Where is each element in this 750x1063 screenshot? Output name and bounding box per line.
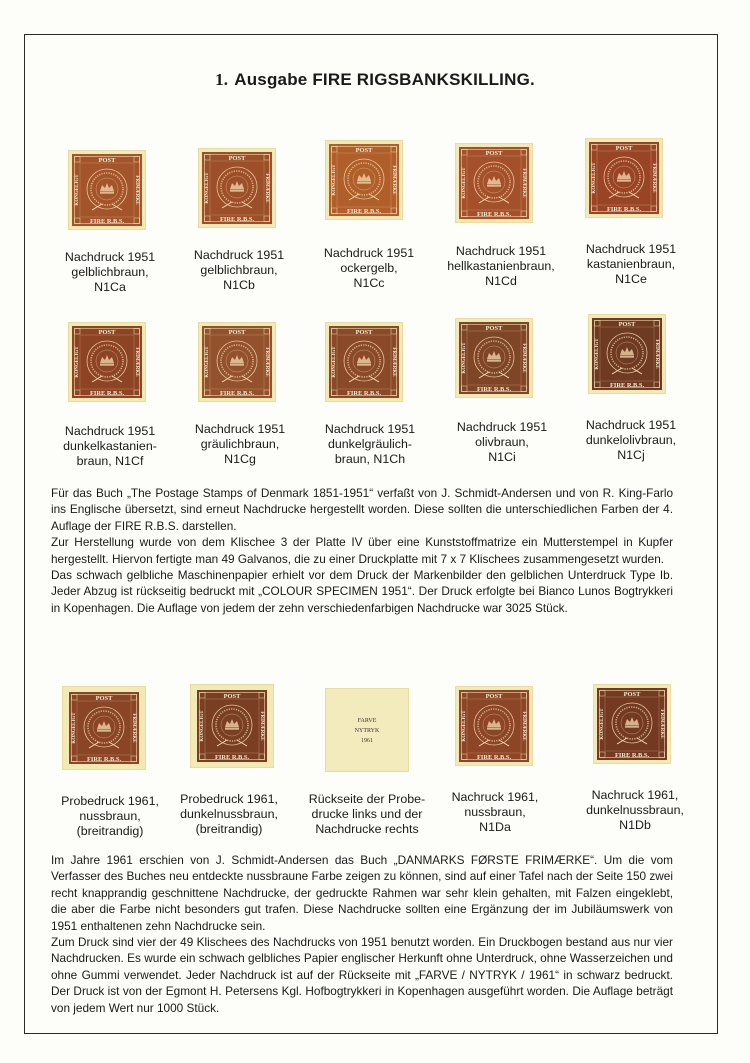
caption-line: N1Db — [619, 818, 651, 832]
back-print-line: 1961 — [361, 738, 373, 744]
svg-text:FIRE R.B.S.: FIRE R.B.S. — [609, 382, 645, 389]
caption-line: Nachdruck 1951 — [194, 422, 286, 436]
svg-text:KONGELIGT: KONGELIGT — [462, 342, 468, 374]
svg-text:POST: POST — [485, 325, 503, 332]
caption-line: braun, N1Cf — [76, 454, 144, 468]
caption-line: Probedruck 1961, — [61, 794, 159, 808]
svg-text:POST: POST — [355, 329, 373, 336]
svg-text:FIRE R.B.S.: FIRE R.B.S. — [476, 211, 512, 218]
svg-text:KONGELIGT: KONGELIGT — [75, 346, 81, 378]
description-1961 — [51, 852, 673, 1016]
svg-text:FIRE R.B.S.: FIRE R.B.S. — [476, 386, 512, 393]
description-1951 — [51, 485, 673, 616]
caption-line: (breitrandig) — [195, 822, 263, 836]
stamp-caption — [305, 422, 435, 467]
title-text: Ausgabe FIRE RIGSBANKSKILLING. — [234, 70, 535, 89]
caption-line: Nachdruck 1951 — [193, 248, 285, 262]
stamp-image — [198, 322, 276, 402]
svg-text:FRIMÆRKE: FRIMÆRKE — [391, 347, 396, 377]
svg-text:FIRE R.B.S.: FIRE R.B.S. — [89, 390, 125, 397]
caption-line: gelblichbraun, — [200, 263, 278, 277]
title-number: 1. — [215, 70, 229, 89]
svg-text:POST: POST — [485, 693, 503, 700]
stamp-image — [198, 148, 276, 228]
svg-text:KONGELIGT: KONGELIGT — [600, 708, 606, 740]
svg-text:FIRE R.B.S.: FIRE R.B.S. — [89, 218, 125, 225]
svg-text:KONGELIGT: KONGELIGT — [205, 172, 211, 204]
stamp-image — [68, 322, 146, 402]
caption-line: dunkelnussbraun, — [180, 807, 278, 821]
svg-text:POST: POST — [615, 145, 633, 152]
caption-line: N1Da — [479, 820, 511, 834]
svg-text:FRIMÆRKE: FRIMÆRKE — [264, 347, 269, 377]
caption-line: gräulichbraun, — [200, 437, 280, 451]
caption-line: dunkelnussbraun, — [586, 803, 684, 817]
caption-line: Nachdruck 1951 — [585, 418, 677, 432]
stamp-image — [588, 314, 666, 394]
svg-text:POST: POST — [98, 157, 116, 164]
stamp-back-image — [325, 688, 409, 772]
back-print-line: NYTRYK — [354, 728, 380, 734]
caption-line: Rückseite der Probe- — [308, 792, 426, 806]
stamp-caption — [175, 422, 305, 467]
svg-text:KONGELIGT: KONGELIGT — [72, 712, 78, 744]
stamp-caption — [174, 248, 304, 293]
svg-text:FIRE R.B.S.: FIRE R.B.S. — [346, 390, 382, 397]
caption-line: N1Ci — [488, 450, 516, 464]
caption-line: nussbraun, — [79, 809, 141, 823]
caption-line: N1Cj — [617, 448, 645, 462]
back-print-line: FARVE — [357, 718, 377, 724]
svg-text:FRIMÆRKE: FRIMÆRKE — [259, 711, 264, 741]
caption-line: Nachdruck 1951 — [64, 250, 156, 264]
svg-text:FIRE R.B.S.: FIRE R.B.S. — [219, 390, 255, 397]
caption-line: Nachdruck 1951 — [585, 242, 677, 256]
svg-text:FRIMÆRKE: FRIMÆRKE — [391, 165, 396, 195]
svg-text:POST: POST — [355, 147, 373, 154]
stamp-caption — [566, 242, 696, 287]
svg-text:KONGELIGT: KONGELIGT — [595, 338, 601, 370]
caption-line: Nachdruck 1951 — [64, 424, 156, 438]
stamp-caption — [45, 794, 175, 839]
svg-text:KONGELIGT: KONGELIGT — [332, 346, 338, 378]
stamp-image — [325, 322, 403, 402]
stamp-caption — [437, 420, 567, 465]
stamp-image — [455, 686, 533, 766]
svg-text:FIRE R.B.S.: FIRE R.B.S. — [86, 756, 122, 763]
stamp-caption — [570, 788, 700, 833]
svg-text:FRIMÆRKE: FRIMÆRKE — [521, 168, 526, 198]
caption-line: drucke links und der — [311, 807, 423, 821]
svg-text:KONGELIGT: KONGELIGT — [462, 710, 468, 742]
svg-text:POST: POST — [228, 329, 246, 336]
paragraph: Zur Herstellung wurde von dem Klischee 3 der Platte IV über eine Kunststoffmatrize ein Mutterstempel in Kupfer hergestellt. Hiervon fertigte man 49 Galvanos, die zu einer Druckplatte mit 7 x 7 Klischees zusammengesetzt wurden. — [51, 535, 673, 566]
svg-text:POST: POST — [95, 695, 113, 702]
svg-text:POST: POST — [485, 150, 503, 157]
caption-line: N1Cd — [485, 274, 517, 288]
caption-line: Nachdruck 1951 — [456, 420, 548, 434]
caption-line: Nachdruck 1951 — [323, 246, 415, 260]
paragraph: Für das Buch „The Postage Stamps of Denmark 1851-1951“ verfaßt von J. Schmidt-Andersen und von R. King-Farlo ins Englische übersetzt, sind erneut Nachdrucke hergestellt worden. Diese sollten die unterschiedlichen Farben der 4. Auflage der FIRE R.B.S. darstellen. — [51, 486, 673, 533]
stamp-caption — [430, 790, 560, 835]
svg-text:KONGELIGT: KONGELIGT — [332, 164, 338, 196]
caption-line: (breitrandig) — [76, 824, 144, 838]
svg-text:FRIMÆRKE: FRIMÆRKE — [654, 339, 659, 369]
svg-text:FRIMÆRKE: FRIMÆRKE — [134, 347, 139, 377]
stamp-image — [62, 686, 146, 770]
paragraph: Das schwach gelbliche Maschinenpapier erhielt vor dem Druck der Markenbilder den gelblichen Unterdruck Type Ib. Jeder Abzug ist rückseitig bedruckt mit „COLOUR SPECIMEN 1951“. Der Druck erfolgte bei Bianco Lunos Bogtrykkeri in Kopenhagen. Die Auflage von jedem der zehn verschiedenfarbigen Nachdrucke war 3025 Stück. — [51, 568, 673, 615]
stamp-caption — [436, 244, 566, 289]
caption-line: Nachdruck 1951 — [324, 422, 416, 436]
paragraph: Im Jahre 1961 erschien von J. Schmidt-Andersen das Buch „DANMARKS FØRSTE FRIMÆRKE“. Um die vom Verfasser des Buches neu entdeckte nussbraune Farbe zeigen zu können, sind auf einer Tafel nach der Seite 150 zwei recht knapprandig geschnittene Nachdrucke, der gedruckte Rahmen war sehr klein gehalten, mit Falzen eingeklebt, die aber die Farbe nicht besonders gut trafen. Diese Nachdrucke sollten eine Ergänzung der im Jubiläumswerk von 1951 enthaltenen zehn Nachdrucke sein. — [51, 853, 673, 933]
svg-text:FIRE R.B.S.: FIRE R.B.S. — [476, 754, 512, 761]
svg-text:FRIMÆRKE: FRIMÆRKE — [521, 343, 526, 373]
stamp-image — [325, 140, 403, 220]
svg-text:POST: POST — [623, 691, 641, 698]
stamp-caption — [566, 418, 696, 463]
stamp-image — [585, 138, 663, 218]
svg-text:FRIMÆRKE: FRIMÆRKE — [131, 713, 136, 743]
svg-text:KONGELIGT: KONGELIGT — [200, 710, 206, 742]
caption-line: N1Cc — [353, 276, 385, 290]
svg-text:KONGELIGT: KONGELIGT — [592, 162, 598, 194]
svg-text:FRIMÆRKE: FRIMÆRKE — [264, 173, 269, 203]
svg-text:KONGELIGT: KONGELIGT — [462, 167, 468, 199]
stamp-caption — [45, 424, 175, 469]
svg-text:FRIMÆRKE: FRIMÆRKE — [134, 175, 139, 205]
page-title — [0, 70, 750, 90]
svg-text:FIRE R.B.S.: FIRE R.B.S. — [214, 754, 250, 761]
stamp-caption — [45, 250, 175, 295]
caption-line: N1Ca — [94, 280, 126, 294]
caption-line: hellkastanienbraun, — [447, 259, 555, 273]
caption-line: Nachruck 1961, — [591, 788, 679, 802]
stamp-image — [190, 684, 274, 768]
svg-text:FRIMÆRKE: FRIMÆRKE — [651, 163, 656, 193]
caption-line: nussbraun, — [464, 805, 526, 819]
paragraph: Zum Druck sind vier der 49 Klischees des Nachdrucks von 1951 benutzt worden. Ein Druckbogen bestand aus nur vier Nachdrucken. Es wurde ein schwach gelbliches Papier englischer Herkunft ohne Unterdruck, ohne Wasserzeichen und ohne Gummi verwendet. Jeder Nachdruck ist auf der Rückseite mit „FARVE / NYTRYK / 1961“ in schwarz bedruckt. Der Druck ist von der Egmont H. Petersens Kgl. Hofbogtrykkeri in Kopenhagen ausgeführt worden. Die Auflage beträgt von jedem Wert nur 1000 Stück. — [51, 935, 673, 1015]
caption-line: Nachruck 1961, — [451, 790, 539, 804]
caption-line: dunkelkastanien- — [63, 439, 157, 453]
caption-line: ockergelb, — [340, 261, 398, 275]
caption-line: braun, N1Ch — [334, 452, 406, 466]
caption-line: dunkelolivbraun, — [585, 433, 677, 447]
caption-line: gelblichbraun, — [71, 265, 149, 279]
stamp-image — [455, 143, 533, 223]
svg-text:FIRE R.B.S.: FIRE R.B.S. — [614, 752, 650, 759]
svg-text:FIRE R.B.S.: FIRE R.B.S. — [346, 208, 382, 215]
svg-text:KONGELIGT: KONGELIGT — [75, 174, 81, 206]
caption-line: kastanienbraun, — [586, 257, 676, 271]
svg-text:POST: POST — [618, 321, 636, 328]
stamp-image — [455, 318, 533, 398]
stamp-caption — [302, 792, 432, 837]
svg-text:POST: POST — [98, 329, 116, 336]
svg-text:FRIMÆRKE: FRIMÆRKE — [659, 709, 664, 739]
caption-line: N1Cg — [224, 452, 256, 466]
caption-line: olivbraun, — [475, 435, 529, 449]
caption-line: N1Cb — [223, 278, 255, 292]
svg-text:KONGELIGT: KONGELIGT — [205, 346, 211, 378]
svg-text:FIRE R.B.S.: FIRE R.B.S. — [219, 216, 255, 223]
caption-line: dunkelgräulich- — [327, 437, 413, 451]
stamp-image — [593, 684, 671, 764]
svg-text:FRIMÆRKE: FRIMÆRKE — [521, 711, 526, 741]
svg-text:POST: POST — [228, 155, 246, 162]
svg-text:POST: POST — [223, 693, 241, 700]
caption-line: Nachdruck 1951 — [455, 244, 547, 258]
caption-line: Probedruck 1961, — [180, 792, 278, 806]
caption-line: N1Ce — [615, 272, 647, 286]
stamp-caption — [304, 246, 434, 291]
stamp-image — [68, 150, 146, 230]
caption-line: Nachdrucke rechts — [315, 822, 419, 836]
svg-text:FIRE R.B.S.: FIRE R.B.S. — [606, 206, 642, 213]
stamp-caption — [164, 792, 294, 837]
